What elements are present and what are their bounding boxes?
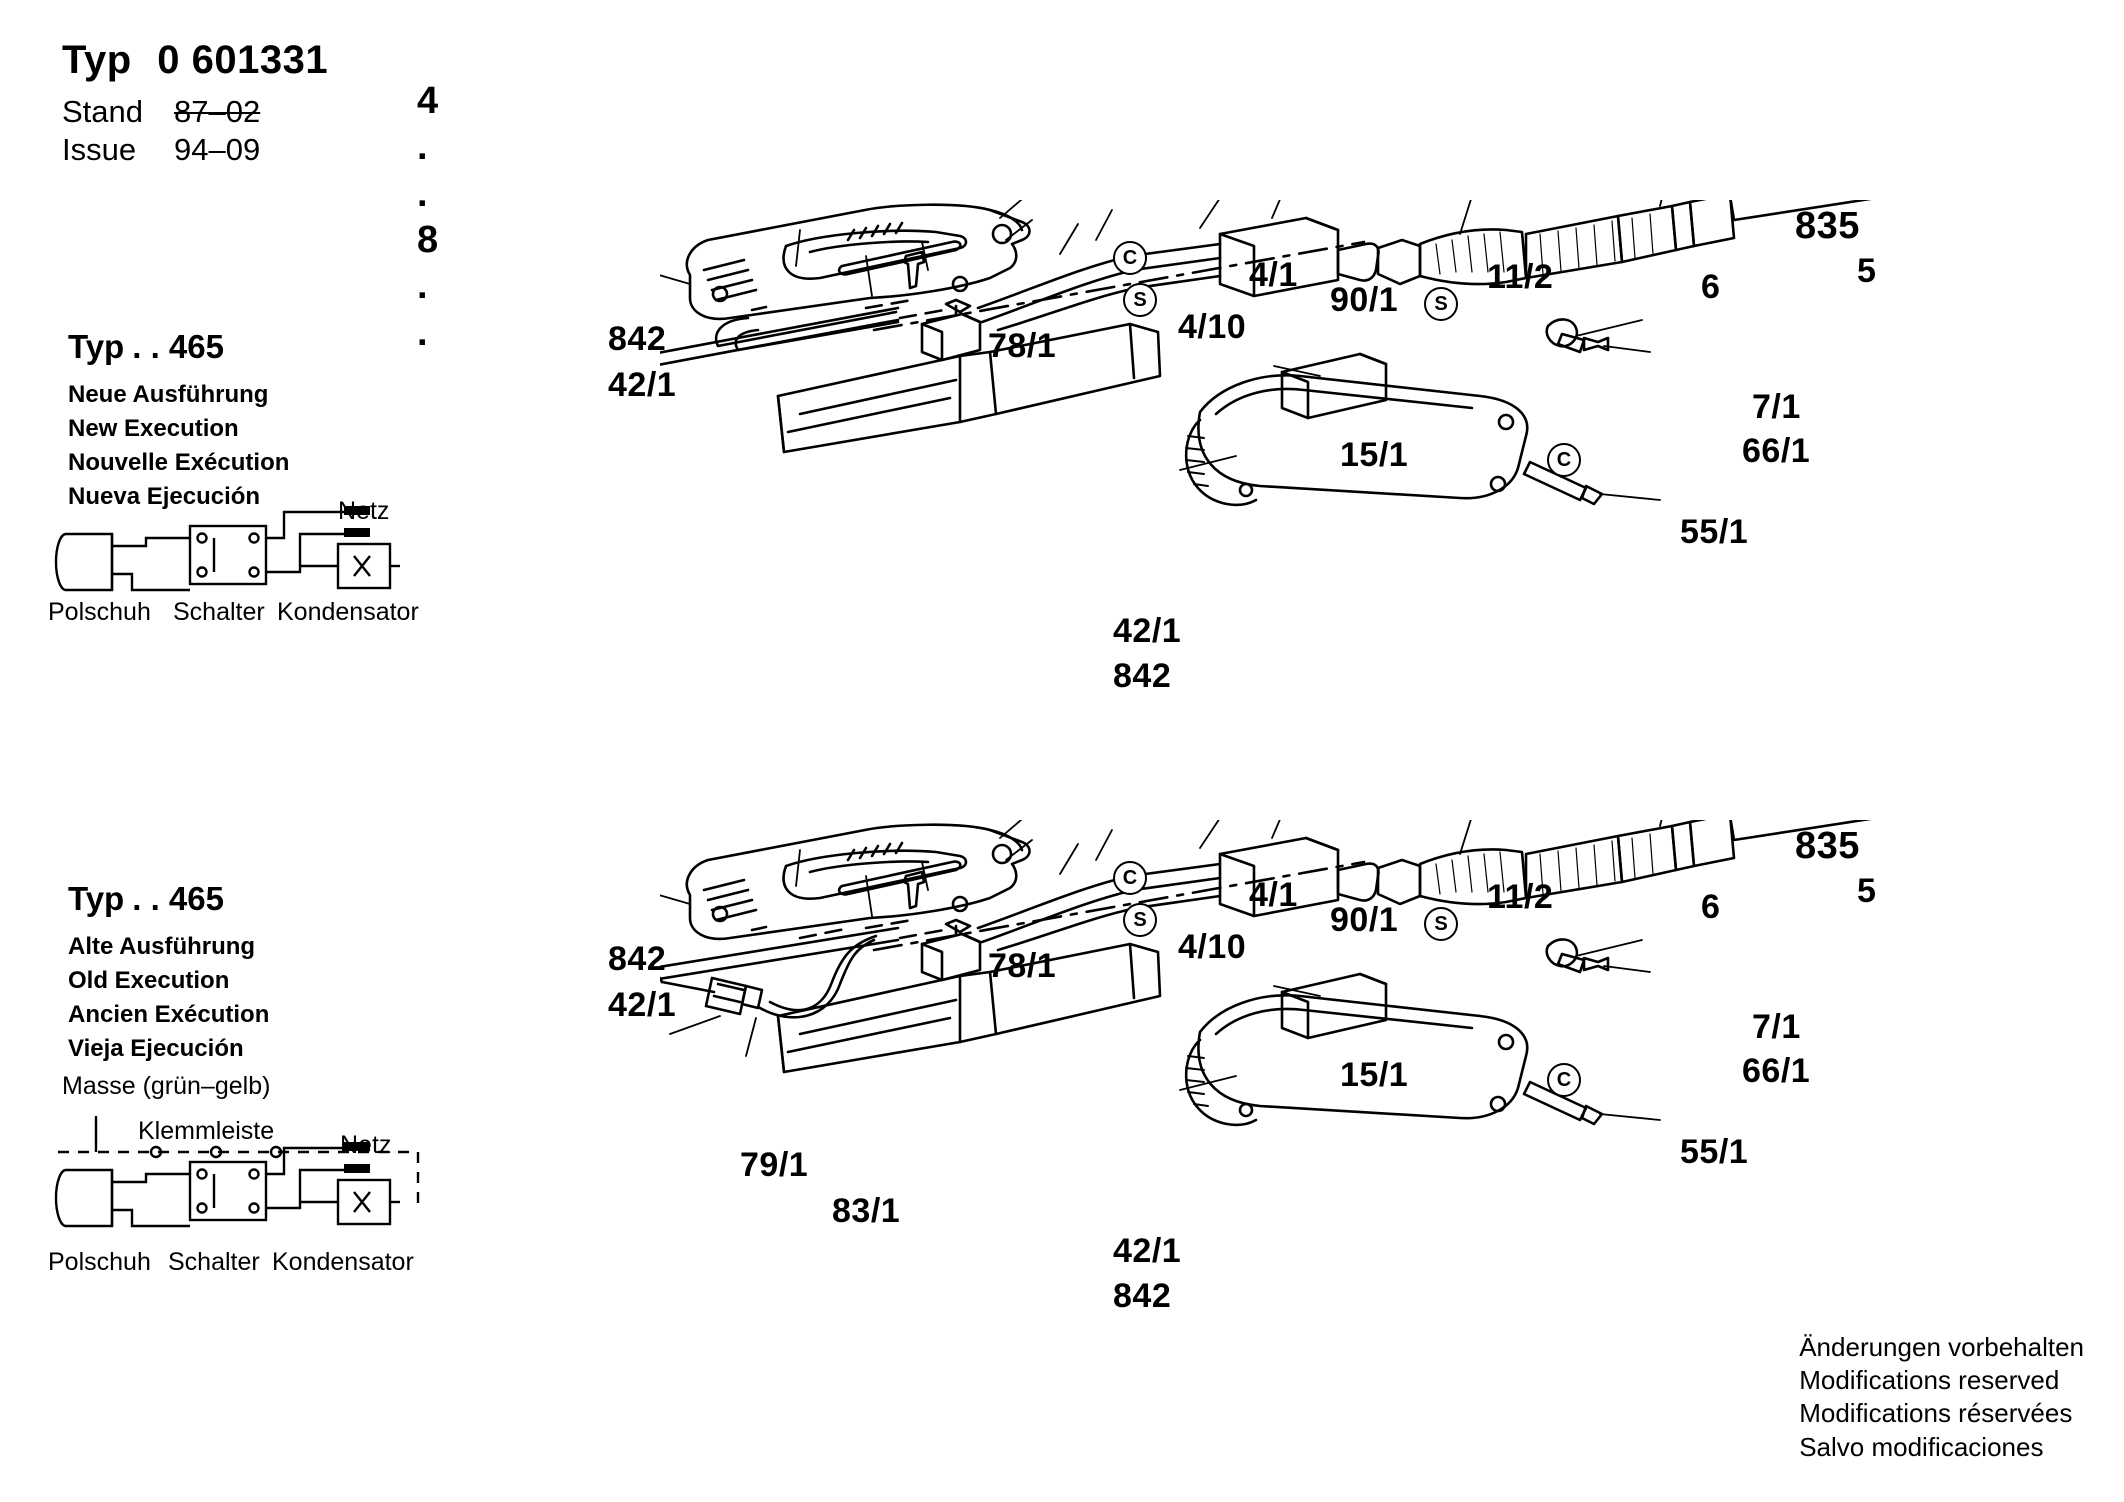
callout-top-66-1: 66/1 xyxy=(1742,432,1811,470)
callout-top-78-1: 78/1 xyxy=(988,327,1057,365)
callout-top-90-1: 90/1 xyxy=(1330,281,1399,319)
issue-label: Issue xyxy=(62,131,137,167)
callout-top-15-1: 15/1 xyxy=(1340,436,1409,474)
callout-bottom-842-lower: 842 xyxy=(1113,1277,1172,1315)
legend-old-languages xyxy=(68,930,269,1066)
callout-bottom-842: 842 xyxy=(608,940,667,978)
callout-bottom-7-1: 7/1 xyxy=(1752,1008,1801,1046)
callout-bottom-79-1: 79/1 xyxy=(740,1146,809,1184)
callout-bottom-78-1: 78/1 xyxy=(988,947,1057,985)
label-polschuh-new: Polschuh xyxy=(48,598,151,626)
footer-line-en: Modifications reserved xyxy=(1799,1365,2060,1396)
type-suffix-column xyxy=(417,78,438,356)
legend-new-typ-number: . . 465 xyxy=(132,328,224,365)
label-netz-old: Netz xyxy=(340,1131,392,1159)
legend-new-languages xyxy=(68,378,289,514)
label-masse-old: Masse (grün–gelb) xyxy=(62,1072,271,1100)
callout-bottom-42-1: 42/1 xyxy=(608,986,677,1024)
callout-top-842-lower: 842 xyxy=(1113,657,1172,695)
legend-new-typ-label: Typ xyxy=(68,328,125,365)
callout-top-55-1: 55/1 xyxy=(1680,513,1749,551)
typ-suffix-1: 4 . . xyxy=(417,80,439,215)
legend-new-lang-fr: Nouvelle Exécution xyxy=(68,449,290,477)
label-kondensator-old: Kondensator xyxy=(272,1248,414,1276)
footer-disclaimer xyxy=(1799,1331,2084,1464)
callout-top-6: 6 xyxy=(1701,268,1721,306)
callout-top-5: 5 xyxy=(1857,252,1877,290)
legend-new-lang-es: Nueva Ejecución xyxy=(68,483,261,511)
footer-line-de: Änderungen vorbehalten xyxy=(1799,1331,2084,1362)
label-klemmleiste-old: Klemmleiste xyxy=(138,1117,275,1145)
badge-bottom-s1: S xyxy=(1123,903,1157,937)
callout-bottom-90-1: 90/1 xyxy=(1330,901,1399,939)
callout-top-4-10: 4/10 xyxy=(1178,308,1247,346)
badge-top-s1: S xyxy=(1123,283,1157,317)
callout-top-42-1: 42/1 xyxy=(608,366,677,404)
legend-old-execution xyxy=(68,880,269,1066)
badge-top-c1: C xyxy=(1113,241,1147,275)
badge-top-c2: C xyxy=(1547,443,1581,477)
typ-suffix-2: 8 . . xyxy=(417,219,439,354)
wiring-diagram-old xyxy=(48,1108,478,1268)
legend-old-typ-number: . . 465 xyxy=(132,880,224,917)
label-polschuh-old: Polschuh xyxy=(48,1248,151,1276)
label-netz-new: Netz xyxy=(338,497,390,525)
legend-new-lang-en: New Execution xyxy=(68,415,239,443)
callout-bottom-4-1: 4/1 xyxy=(1249,876,1298,914)
type-number-line xyxy=(62,38,328,83)
legend-old-typ-label: Typ xyxy=(68,880,125,917)
stand-issue-block xyxy=(62,93,328,169)
callout-bottom-42-1-lower: 42/1 xyxy=(1113,1232,1182,1270)
badge-bottom-c1: C xyxy=(1113,861,1147,895)
callout-bottom-5: 5 xyxy=(1857,872,1877,910)
badge-bottom-s2: S xyxy=(1424,907,1458,941)
callout-bottom-835: 835 xyxy=(1795,825,1860,867)
legend-new-lang-de: Neue Ausführung xyxy=(68,381,269,408)
label-schalter-old: Schalter xyxy=(168,1248,260,1276)
legend-new-title xyxy=(68,328,289,366)
callout-bottom-4-10: 4/10 xyxy=(1178,928,1247,966)
stand-value: 87–02 xyxy=(174,94,261,129)
callout-top-835: 835 xyxy=(1795,205,1860,247)
callout-bottom-83-1: 83/1 xyxy=(832,1192,901,1230)
typ-number-part1: 0 601 xyxy=(157,38,260,82)
legend-old-lang-fr: Ancien Exécution xyxy=(68,1001,270,1029)
legend-old-title xyxy=(68,880,269,918)
legend-old-lang-de: Alte Ausführung xyxy=(68,933,256,960)
footer-line-fr: Modifications réservées xyxy=(1799,1398,2073,1429)
callout-top-842: 842 xyxy=(608,320,667,358)
legend-old-lang-en: Old Execution xyxy=(68,967,230,995)
typ-number-part2: 331 xyxy=(259,38,329,82)
callout-bottom-11-2: 11/2 xyxy=(1487,878,1554,916)
label-kondensator-new: Kondensator xyxy=(277,598,419,626)
callout-top-11-2: 11/2 xyxy=(1487,258,1554,296)
callout-bottom-15-1: 15/1 xyxy=(1340,1056,1409,1094)
callout-bottom-66-1: 66/1 xyxy=(1742,1052,1811,1090)
badge-top-s2: S xyxy=(1424,287,1458,321)
legend-new-execution xyxy=(68,328,289,514)
callout-top-42-1-lower: 42/1 xyxy=(1113,612,1182,650)
stand-label: Stand xyxy=(62,94,144,129)
callout-top-7-1: 7/1 xyxy=(1752,388,1801,426)
callout-bottom-6: 6 xyxy=(1701,888,1721,926)
callout-bottom-55-1: 55/1 xyxy=(1680,1133,1749,1171)
callout-top-4-1: 4/1 xyxy=(1249,256,1298,294)
label-schalter-new: Schalter xyxy=(173,598,265,626)
typ-label: Typ xyxy=(62,38,132,82)
badge-bottom-c2: C xyxy=(1547,1063,1581,1097)
footer-line-es: Salvo modificaciones xyxy=(1799,1431,2044,1462)
issue-value: 94–09 xyxy=(174,131,261,167)
legend-old-lang-es: Vieja Ejecución xyxy=(68,1035,244,1063)
